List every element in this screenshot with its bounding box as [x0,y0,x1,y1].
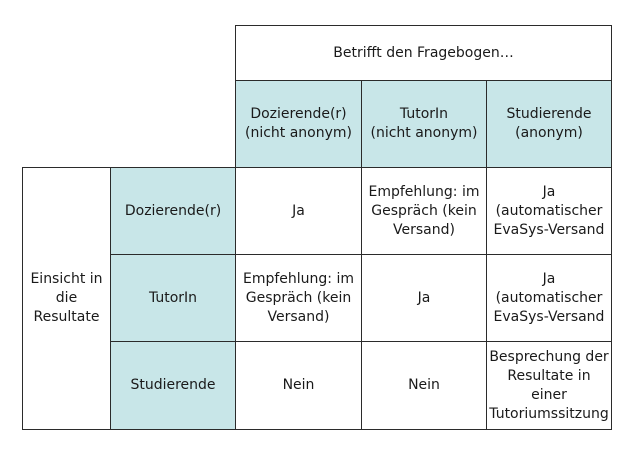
cell-text: Besprechung der Resultate in einer Tutoriumssitzung [489,348,609,422]
header-top-label: Betrifft den Fragebogen… [333,44,514,61]
table-cell [361,341,487,430]
column-header-label: TutorIn (nicht anonym) [370,106,478,141]
header-top [235,25,612,81]
row-header-tutorin [110,254,236,342]
cell-text: Ja (automatischer EvaSys-Versand [493,270,605,325]
cell-text: Empfehlung: im Gespräch (kein Versand) [242,270,354,325]
row-group-text: Einsicht in die Resultate [30,271,103,325]
cell-text: Nein [408,377,440,393]
column-header-dozierende [235,80,362,168]
table-cell [361,167,487,255]
table-cell [235,341,362,430]
column-header-label: Dozierende(r) (nicht anonym) [244,106,352,141]
column-header-studierende [486,80,612,168]
row-header-dozierende [110,167,236,255]
row-group-label [22,167,111,430]
column-header-tutorin [361,80,487,168]
row-header-label: TutorIn [148,289,198,306]
cell-text: Empfehlung: im Gespräch (kein Versand) [368,183,480,238]
row-header-label: Dozierende(r) [124,202,222,219]
cell-text: Ja [417,289,431,306]
table-cell [486,341,612,430]
cell-text: Ja (automatischer EvaSys-Versand [493,183,605,238]
cell-text: Nein [282,377,315,393]
table-cell [235,167,362,255]
table-cell [361,254,487,342]
column-header-label: Studierende (anonym) [506,106,592,141]
table-cell [235,254,362,342]
table-cell [486,254,612,342]
row-header-label: Studierende [130,377,216,393]
table-cell [486,167,612,255]
cell-text: Ja [292,202,305,219]
row-header-studierende [110,341,236,430]
